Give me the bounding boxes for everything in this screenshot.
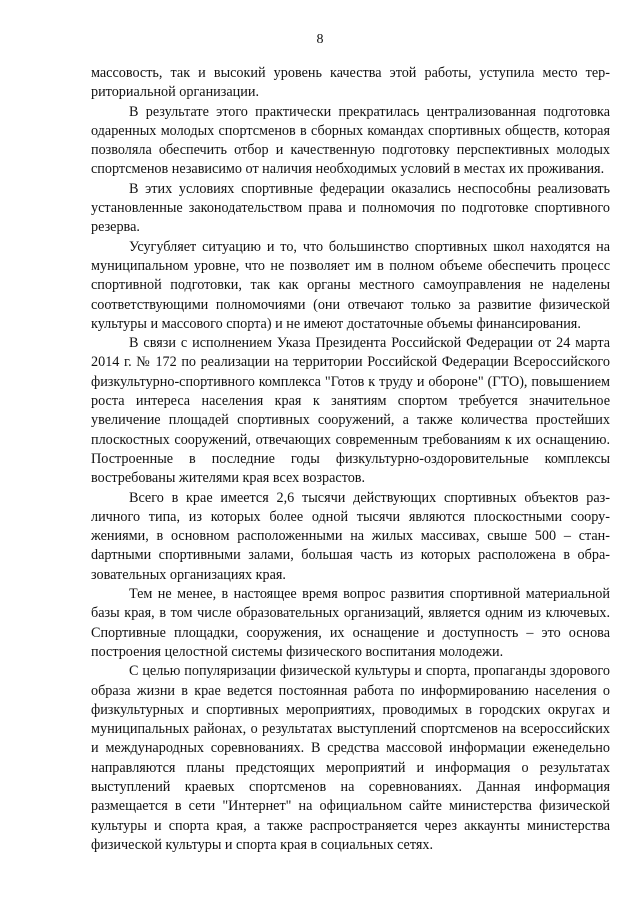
paragraph-sports-federations: В этих условиях спортивные федерации оказались неспособны реализовать установленные законодательством права и полномочия по подготовке спортивного резерва. <box>91 180 610 236</box>
paragraph-gto-decree: В связи с исполнением Указа Президента Российской Федерации от 24 марта 2014 г. № 172 по реализации на территории Российской Федерации Всероссийского физкультурно-спортивного комплекса "Готов к труду и обороне" (ГТО), повышением роста интереса населения края к занятиям спортом требуется значительное увеличение площадей спортивных сооружений, а также количества простейших плоскостных сооружений, отвечающих современным требованиям к их оснащению. Построенные в последние годы физкультурно-оздоровительные комплексы востребованы жителями края всех возрастов. <box>91 335 610 487</box>
paragraph-popularization: С целью популяризации физической культуры и спорта, пропаганды здорового образа жизни в крае ведется постоянная работа по информированию населения о физкультурных и спортивных мероприятиях, проводимых в городских округах и муниципальных районах, о результатах выступлений спортсменов на всероссийских и международных соревнованиях. В средства массовой информации еженедельно направляются планы предстоящих мероприятий и информация о результатах выступлений краевых спортсменов на соревнованиях. Данная информация размещается в сети "Интернет" на официальном сайте министерства физической культуры и спорта края, а также распространяется через аккаунты министерства физической культуры и спорта края в социальных сетях. <box>91 663 610 853</box>
paragraph-municipal-schools: Усугубляет ситуацию и то, что большинство спортивных школ находятся на муниципальном уровне, что не позволяет им в полном объеме обеспечить процесс спортивной подготовки, так как органы местного самоуправления не наделены соответствующими полномочиями (они отвечают только за развитие физической культуры и массового спорта) и не имеют достаточные объемы финансирования. <box>91 238 610 332</box>
paragraph-sports-facilities-count: Всего в крае имеется 2,6 тысячи действующих спортивных объектов различного типа, из которых более одной тысячи являются плоскостными сооружениями, в основном расположенными на жилых массивах, свыше 500 – станdартными спортивными залами, большая часть из которых расположена в образовательных организациях края. <box>91 489 610 583</box>
page-number: 8 <box>316 32 324 47</box>
paragraph-material-base: Тем не менее, в настоящее время вопрос развития спортивной материальной базы края, в том числе образовательных организаций, является одним из ключевых. Спортивные площадки, сооружения, их оснащение и доступность – это основа построения целостной системы физического воспитания молодежи. <box>91 586 610 660</box>
document-body <box>91 64 610 855</box>
paragraph-centralized-training: В результате этого практически прекратилась централизованная подготовка одаренных молодых спортсменов в сборных командах спортивных обществ, которая позволяла обеспечить отбор и качественную подготовку перспективных молодых спортсменов независимо от наличия необходимых условий в местах их проживания. <box>91 103 610 178</box>
paragraph-continuation: массовость, так и высокий уровень качества этой работы, уступила место территориальной организации. <box>91 65 610 101</box>
